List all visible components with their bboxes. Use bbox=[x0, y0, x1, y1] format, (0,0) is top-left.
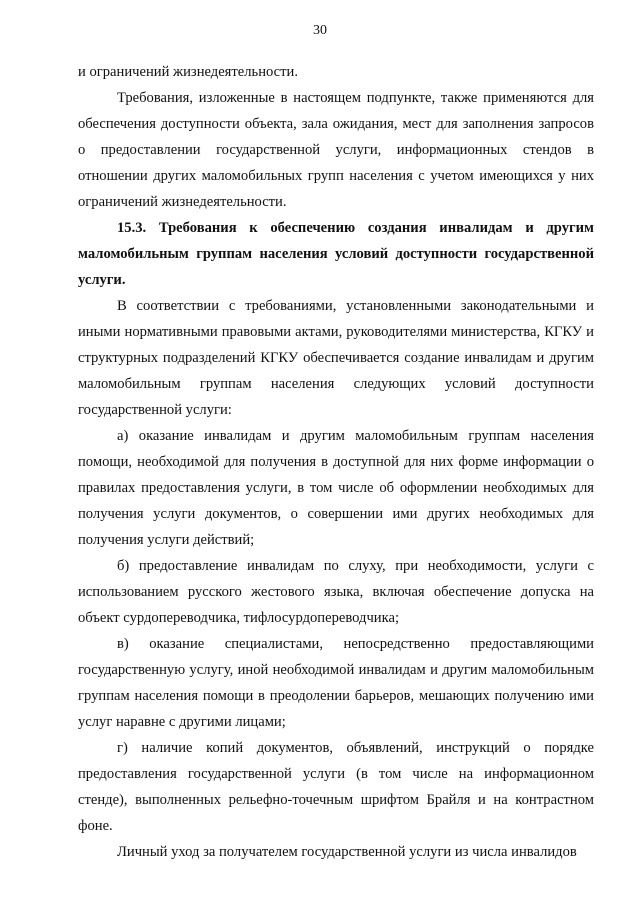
paragraph-last: Личный уход за получателем государственной услуги из числа инвалидов bbox=[117, 844, 577, 860]
section-number: 15.3. bbox=[117, 220, 147, 236]
section-title: Требования к обеспечению создания инвалидам и другим маломобильным группам населения условий доступности государственной услуги. bbox=[78, 220, 594, 288]
page-number: 30 bbox=[313, 23, 327, 38]
section-heading bbox=[78, 215, 594, 293]
list-item-g: г) наличие копий документов, объявлений, инструкций о порядке предоставления государственной услуги (в том числе на информационном стенде), выполненных рельефно-точечным шрифтом Брайля и на контрастном фоне. bbox=[78, 740, 594, 834]
list-item-a: а) оказание инвалидам и другим маломобильным группам населения помощи, необходимой для получения в доступной для них форме информации о правилах предоставления услуги, в том числе об оформлении необходимых для получения услуги документов, о совершении ими других необходимых для получения услуги действий; bbox=[78, 428, 594, 548]
paragraph-intro: В соответствии с требованиями, установленными законодательными и иными нормативными правовыми актами, руководителями министерства, КГКУ и структурных подразделений КГКУ обеспечивается создание инвалидам и другим маломобильным группам населения следующих условий доступности государственной услуги: bbox=[78, 298, 594, 418]
paragraph-continuation: и ограничений жизнедеятельности. bbox=[78, 64, 298, 80]
document-body bbox=[78, 59, 594, 865]
list-item-v: в) оказание специалистами, непосредственно предоставляющими государственную услугу, иной необходимой инвалидам и другим маломобильным группам населения помощи в преодолении барьеров, мешающих получению ими услуг наравне с другими лицами; bbox=[78, 636, 594, 730]
paragraph-requirements: Требования, изложенные в настоящем подпункте, также применяются для обеспечения доступности объекта, зала ожидания, мест для заполнения запросов о предоставлении государственной услуги, информационных стендов в отношении других маломобильных групп населения с учетом имеющихся у них ограничений жизнедеятельности. bbox=[78, 90, 594, 210]
list-item-b: б) предоставление инвалидам по слуху, при необходимости, услуги с использованием русского жестового языка, включая обеспечение допуска на объект сурдопереводчика, тифлосурдопереводчика; bbox=[78, 558, 594, 626]
